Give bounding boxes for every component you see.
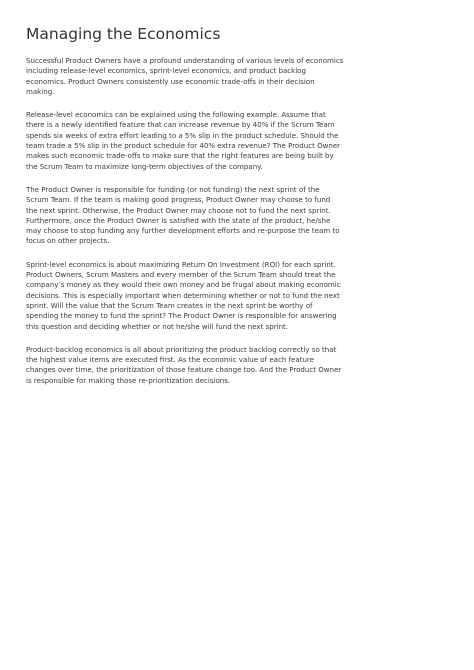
- document-content: [26, 24, 344, 399]
- paragraph-release-level: Release-level economics can be explained using the following example. Assume that there is a newly identified feature that can increase revenue by 40% if the Scrum Team spends six weeks of extra effort leading to a 5% slip in the product schedule. Should the team trade a 5% slip in the product schedule for 40% extra revenue? The Product Owner makes such economic trade-offs to make sure that the right features are being built by the Scrum Team to maximize long-term objectives of the company.: [26, 110, 341, 171]
- paragraph-intro: Successful Product Owners have a profound understanding of various levels of economics including release-level economics, sprint-level economics, and product backlog economics. Product Owners consistently use economic trade-offs in their decision making.: [26, 56, 344, 96]
- paragraph-sprint-level: Sprint-level economics is about maximizing Return On Investment (ROI) for each sprint. Product Owners, Scrum Masters and every member of the Scrum Team should treat the company’s money as they would their own money and be frugal about making economic decisions. This is especially important when determining whether or not to fund the next sprint. Will the value that the Scrum Team creates in the next sprint be worthy of spending the money to fund the sprint? The Product Owner is responsible for answering this question and deciding whether or not he/she will fund the next sprint.: [26, 259, 341, 331]
- paragraph-funding: The Product Owner is responsible for funding (or not funding) the next sprint of the Scrum Team. If the team is making good progress, Product Owner may choose to fund the next sprint. Otherwise, the Product Owner may choose not to fund the next sprint. Furthermore, once the Product Owner is satisfied with the state of the product, he/she may choose to stop funding any further development efforts and re-purpose the team to focus on other projects.: [26, 184, 340, 246]
- paragraph-backlog: Product-backlog economics is all about prioritizing the product backlog correctly so that the highest value items are executed first. As the economic value of each feature changes over time, the prioritization of those feature change too. And the Product Owner is responsible for making those re-prioritization decisions.: [26, 344, 342, 385]
- page-title: Managing the Economics: [26, 25, 221, 43]
